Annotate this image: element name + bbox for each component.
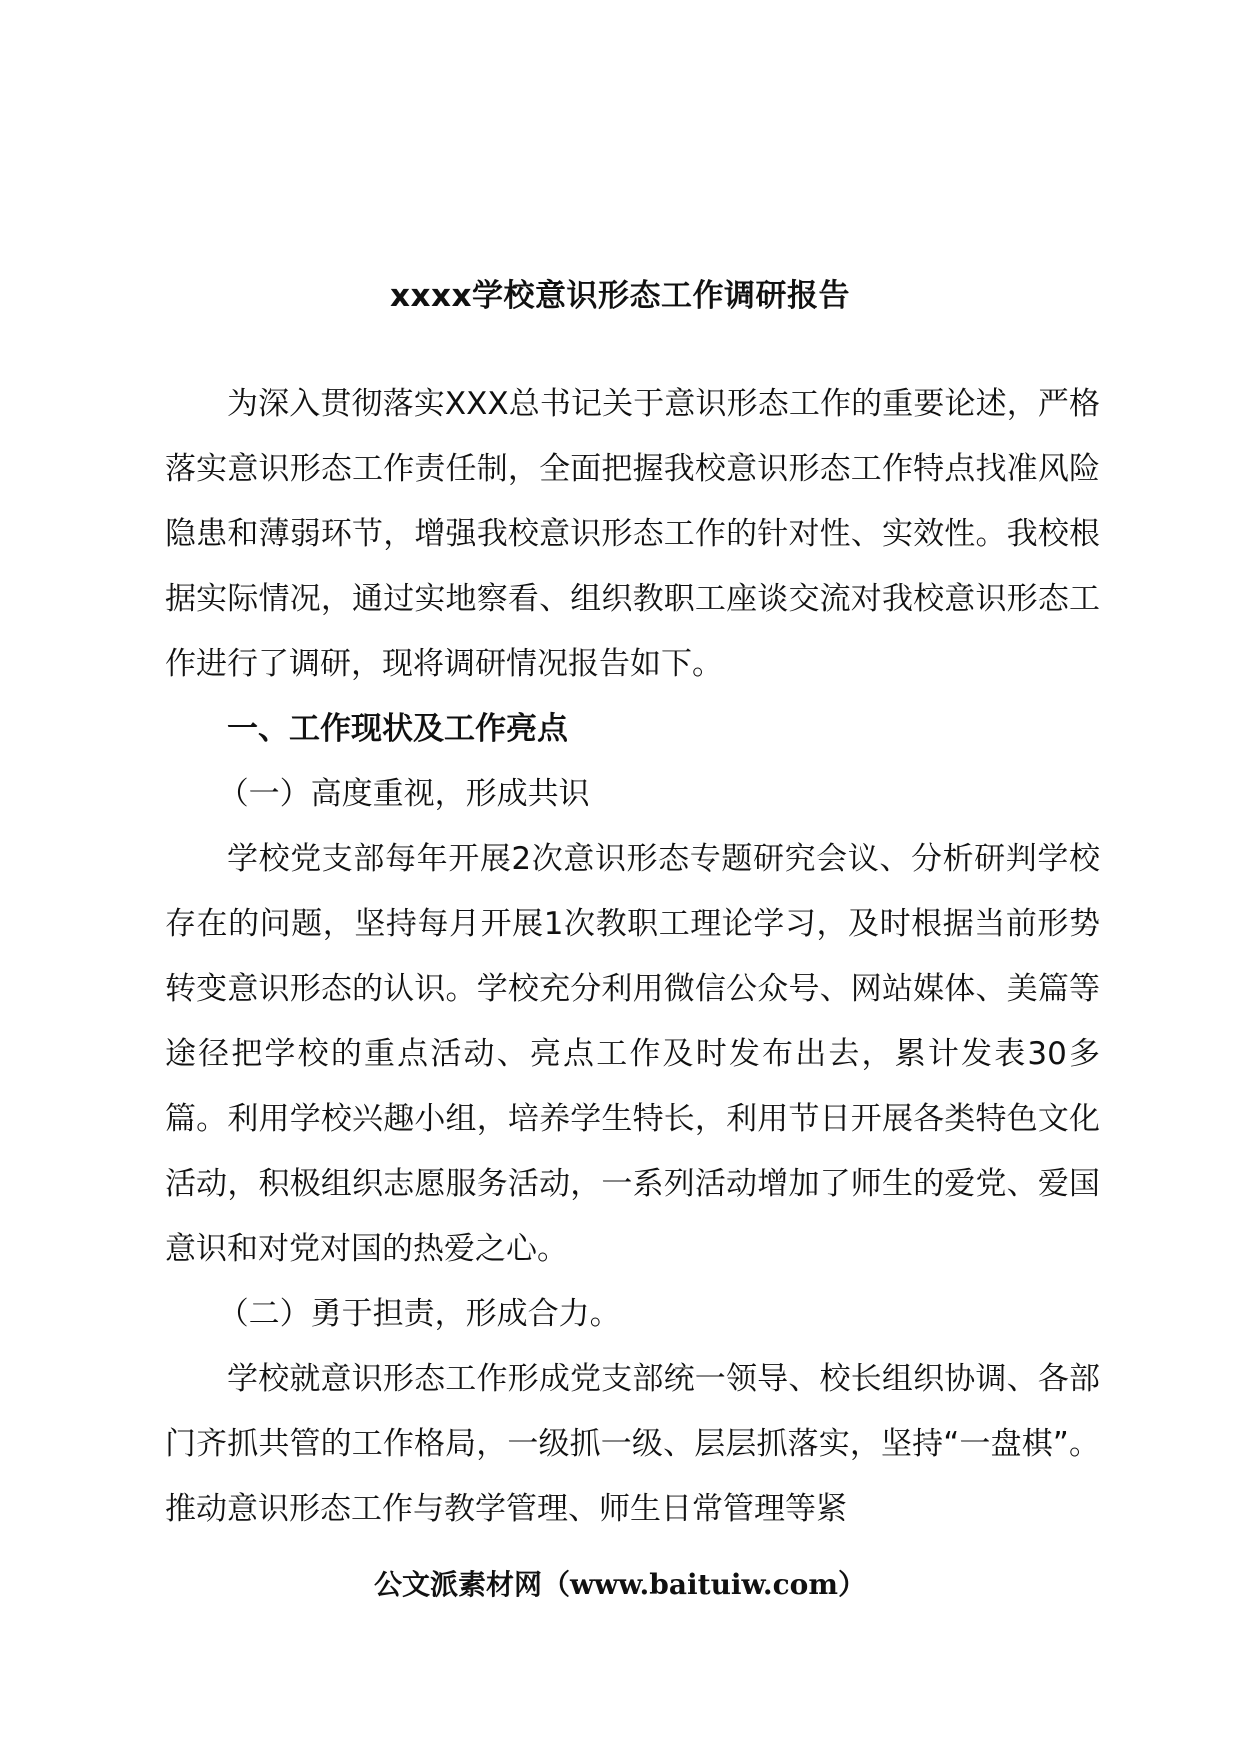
footer-source: 公文派素材网（www.baituiw.com）: [374, 1568, 866, 1601]
subsection-body-2: 学校就意识形态工作形成党支部统一领导、校长组织协调、各部门齐抓共管的工作格局，一级抓一级、层层抓落实，坚持“一盘棋”。推动意识形态工作与教学管理、师生日常管理等紧: [165, 1361, 1100, 1527]
subsection-heading-1: （一）高度重视，形成共识: [217, 776, 590, 812]
intro-paragraph: 为深入贯彻落实XXX总书记关于意识形态工作的重要论述，严格落实意识形态工作责任制，全面把握我校意识形态工作特点找准风险隐患和薄弱环节，增强我校意识形态工作的针对性、实效性。我校根据实际情况，通过实地察看、组织教职工座谈交流对我校意识形态工作进行了调研，现将调研情况报告如下。: [165, 386, 1100, 682]
section-heading-1: 一、工作现状及工作亮点: [227, 711, 568, 747]
subsection-body-1: 学校党支部每年开展2次意识形态专题研究会议、分析研判学校存在的问题，坚持每月开展1次教职工理论学习，及时根据当前形势转变意识形态的认识。学校充分利用微信公众号、网站媒体、美篇等途径把学校的重点活动、亮点工作及时发布出去，累计发表30多篇。利用学校兴趣小组，培养学生特长，利用节日开展各类特色文化活动，积极组织志愿服务活动，一系列活动增加了师生的爱党、爱国意识和对党对国的热爱之心。: [165, 841, 1100, 1267]
document-body: [165, 372, 1100, 1542]
document-title: xxxx学校意识形态工作调研报告: [390, 278, 850, 314]
subsection-heading-2: （二）勇于担责，形成合力。: [217, 1296, 621, 1332]
